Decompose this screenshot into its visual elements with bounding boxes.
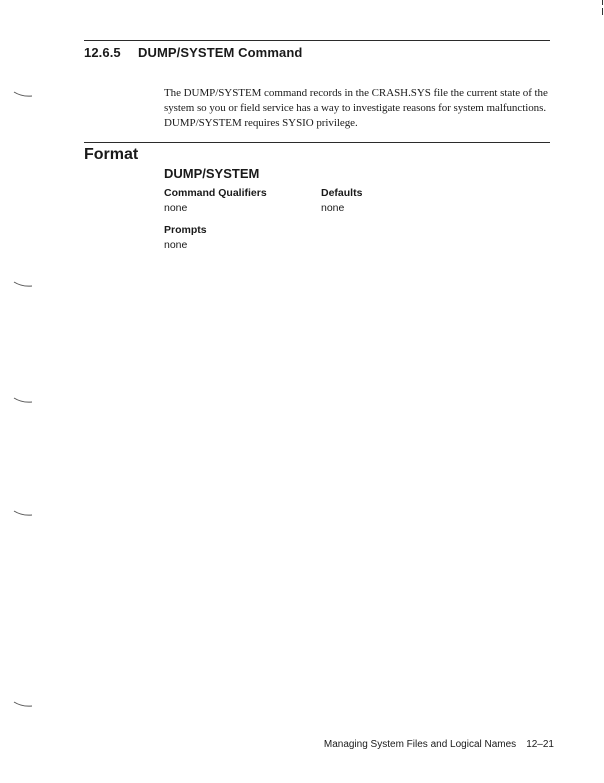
section-number: 12.6.5 <box>84 45 121 60</box>
prompts-label: Prompts <box>164 224 207 236</box>
defaults-value: none <box>321 202 345 214</box>
command-qualifiers-label: Command Qualifiers <box>164 187 267 199</box>
footer-page-number: 12–21 <box>526 739 554 750</box>
section-title: DUMP/SYSTEM Command <box>138 45 303 60</box>
section-heading <box>84 45 302 60</box>
format-top-rule <box>84 142 550 143</box>
binder-hole-mark <box>12 90 34 98</box>
command-qualifiers-value: none <box>164 202 188 214</box>
binder-hole-mark <box>12 396 34 404</box>
prompts-value: none <box>164 239 188 251</box>
binder-hole-mark <box>12 280 34 288</box>
section-top-rule <box>84 40 550 41</box>
scan-edge-mark <box>602 0 603 5</box>
page-footer <box>324 739 554 750</box>
footer-chapter-title: Managing System Files and Logical Names <box>323 739 517 750</box>
binder-hole-mark <box>12 509 34 517</box>
command-name: DUMP/SYSTEM <box>164 166 260 181</box>
format-heading: Format <box>84 146 139 163</box>
defaults-label: Defaults <box>321 187 363 199</box>
description-paragraph: The DUMP/SYSTEM command records in the CRASH.SYS file the current state of the system so you or field service has a way to investigate reasons for system malfunctions. DUMP/SYSTEM requires SYSIO privilege. <box>164 87 548 129</box>
binder-hole-mark <box>12 700 34 708</box>
scan-edge-mark <box>602 8 603 15</box>
